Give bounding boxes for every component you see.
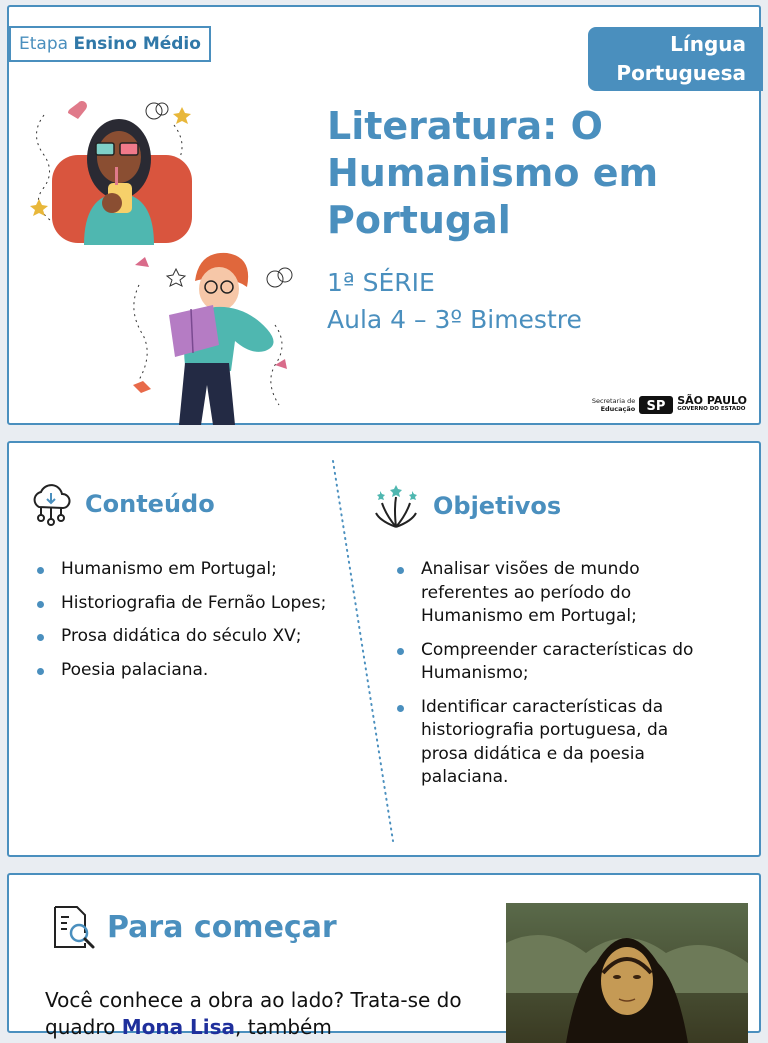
intro-text-before: Você conhece a obra ao lado? Trata-se do quadro xyxy=(45,988,462,1039)
secretaria-line1: Secretaria de xyxy=(591,397,636,405)
list-item: Historiografia de Fernão Lopes; xyxy=(37,592,337,616)
etapa-badge xyxy=(9,26,211,62)
subject-line1: Língua xyxy=(670,32,746,56)
mona-lisa-highlight: Mona Lisa xyxy=(121,1015,236,1039)
conteudo-header xyxy=(29,481,215,527)
list-item: Humanismo em Portugal; xyxy=(37,558,337,582)
lesson-number: Aula 4 – 3º Bimestre xyxy=(327,305,582,334)
para-comecar-header xyxy=(49,903,337,951)
secretaria-line2: Educação xyxy=(600,405,636,413)
etapa-level: Ensino Médio xyxy=(73,34,201,54)
conteudo-title: Conteúdo xyxy=(85,490,215,518)
cover-slide xyxy=(7,5,761,425)
objetivos-header xyxy=(371,481,561,531)
fireworks-icon xyxy=(371,481,421,531)
intro-paragraph xyxy=(45,987,495,1041)
intro-text-after: , também xyxy=(235,1015,332,1039)
etapa-prefix: Etapa xyxy=(19,34,69,54)
objetivos-title: Objetivos xyxy=(433,492,562,520)
objetivos-column xyxy=(369,443,763,855)
objetivos-list xyxy=(397,558,717,800)
government-label: GOVERNO DO ESTADO xyxy=(677,406,746,412)
list-item: Compreender características do Humanismo; xyxy=(397,639,717,686)
girl-with-3d-glasses-illustration xyxy=(24,95,204,245)
list-item: Analisar visões de mundo referentes ao período do Humanismo em Portugal; xyxy=(397,558,717,629)
para-comecar-title: Para começar xyxy=(107,909,337,945)
secretaria-label xyxy=(592,397,635,413)
subject-tab xyxy=(588,27,763,91)
list-item: Poesia palaciana. xyxy=(37,659,337,683)
state-name xyxy=(677,396,747,414)
lesson-title: Literatura: O Humanismo em Portugal xyxy=(327,104,659,242)
subject-line2: Portuguesa xyxy=(616,61,746,85)
document-search-icon xyxy=(49,903,97,951)
boy-reading-illustration xyxy=(125,245,305,425)
cloud-network-icon xyxy=(29,481,73,527)
list-item: Prosa didática do século XV; xyxy=(37,625,337,649)
mona-lisa-painting xyxy=(506,903,748,1043)
para-comecar-slide xyxy=(7,873,761,1039)
sp-mark-text: SP xyxy=(646,399,666,414)
content-objectives-slide xyxy=(7,441,761,857)
state-label: SÃO PAULO xyxy=(677,394,747,407)
list-item: Identificar características da historiografia portuguesa, da prosa didática e da poesia palaciana. xyxy=(397,696,717,790)
conteudo-list xyxy=(37,558,337,692)
grade-label: 1ª SÉRIE xyxy=(327,268,435,297)
sp-logo-icon xyxy=(639,396,673,414)
conteudo-column xyxy=(9,443,339,855)
sao-paulo-logo xyxy=(592,394,747,416)
